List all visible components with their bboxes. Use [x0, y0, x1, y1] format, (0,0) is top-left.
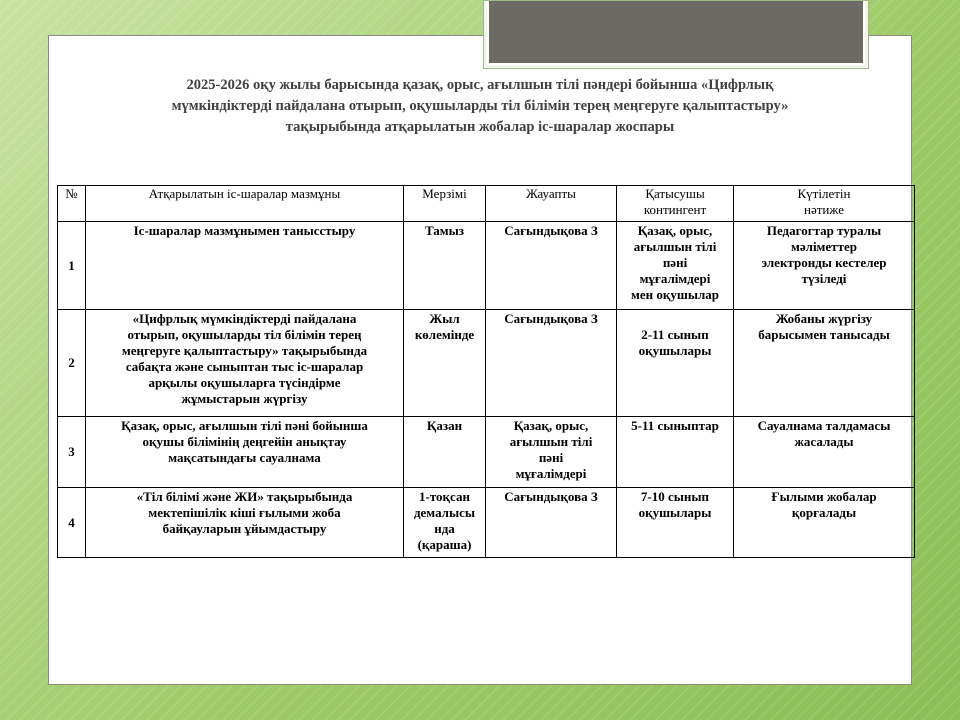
heading-line: 2025-2026 оқу жылы барысында қазақ, орыс, ағылшын тілі пәндері бойынша «Цифрлық [186, 77, 774, 93]
cell-line: Педагогтар туралы [766, 223, 882, 238]
cell-line: сабақта және сыныптан тыс іс-шаралар [125, 359, 364, 374]
cell-participants [617, 222, 734, 310]
cell-line: отырып, оқушыларды тіл білімін терең [127, 327, 362, 342]
cell-line: 1-тоқсан [419, 489, 470, 504]
cell-line: Сауалнама талдамасы [757, 418, 891, 433]
cell-line: Қазақ, орыс, [513, 418, 589, 433]
cell-line: демалысы [413, 505, 476, 520]
cell-line: байқауларын ұйымдастыру [162, 521, 327, 536]
cell-line: Ғылыми жобалар [771, 489, 877, 504]
cell-line: электронды кестелер [761, 255, 887, 270]
cell-line: меңгеруге қалыптастыру» тақырыбында [121, 343, 368, 358]
header-participants: Қатысушы контингент [617, 186, 734, 222]
table-row [58, 488, 915, 558]
header-responsible: Жауапты [486, 186, 617, 222]
cell-line: мақсатындағы сауалнама [168, 450, 321, 465]
heading-line: тақырыбында атқарылатын жобалар іс-шаралар жоспары [285, 119, 675, 135]
cell-line: жасалады [794, 434, 854, 449]
cell-line: Сағындықова З [504, 311, 598, 326]
activity-plan-table [57, 185, 915, 558]
cell-num: 2 [58, 310, 86, 417]
cell-line: Тамыз [424, 223, 465, 238]
cell-line: нда [434, 521, 455, 536]
cell-line: ағылшын тілі [509, 434, 593, 449]
cell-deadline [404, 417, 486, 488]
cell-line: Қазақ, орыс, [637, 223, 713, 238]
heading-line: мүмкіндіктерді пайдалана отырып, оқушыларды тіл білімін терең меңгеруге қалыптастыру» [171, 98, 789, 114]
header-deadline: Мерзімі [404, 186, 486, 222]
cell-participants [617, 488, 734, 558]
header-result: Күтілетін нәтиже [734, 186, 915, 222]
cell-line: мұғалімдері [639, 271, 711, 286]
table-row [58, 310, 915, 417]
cell-line: мектепішілік кіші ғылыми жоба [148, 505, 341, 520]
cell-line: «Цифрлық мүмкіндіктерді пайдалана [132, 311, 357, 326]
cell-line: 2-11 сынып [641, 327, 709, 342]
cell-line: мәліметтер [791, 239, 857, 254]
header-content: Атқарылатын іс-шаралар мазмұны [86, 186, 404, 222]
table-header-row [58, 186, 915, 222]
cell-responsible [486, 310, 617, 417]
cell-line: оқушылары [638, 343, 712, 358]
header-num: № [58, 186, 86, 222]
cell-content [86, 310, 404, 417]
plan-heading [60, 75, 900, 138]
cell-line: пәні [662, 255, 688, 270]
cell-num: 1 [58, 222, 86, 310]
cell-line: Іс-шаралар мазмұнымен танысстыру [133, 223, 356, 238]
cell-line: (қараша) [417, 537, 472, 552]
cell-line [619, 311, 731, 327]
cell-line: мен оқушылар [630, 287, 719, 302]
cell-num: 3 [58, 417, 86, 488]
cell-line: жұмыстарын жүргізу [181, 391, 308, 406]
cell-participants [617, 310, 734, 417]
title-placeholder [483, 0, 869, 69]
cell-line: оқушылары [638, 505, 712, 520]
table-row [58, 417, 915, 488]
cell-responsible [486, 417, 617, 488]
cell-line: 5-11 сыныптар [631, 418, 719, 433]
cell-result [734, 310, 915, 417]
cell-line: түзіледі [801, 271, 847, 286]
cell-content [86, 417, 404, 488]
cell-line: Сағындықова З [504, 489, 598, 504]
cell-result [734, 488, 915, 558]
cell-deadline [404, 222, 486, 310]
cell-line: Қазан [426, 418, 463, 433]
cell-deadline [404, 310, 486, 417]
table-row [58, 222, 915, 310]
cell-line: ағылшын тілі [633, 239, 717, 254]
cell-deadline [404, 488, 486, 558]
cell-line: «Тіл білімі және ЖИ» тақырыбында [136, 489, 353, 504]
cell-line: мұғалімдері [515, 466, 587, 481]
cell-result [734, 417, 915, 488]
cell-line: 7-10 сынып [640, 489, 710, 504]
cell-line: пәні [538, 450, 564, 465]
cell-result [734, 222, 915, 310]
title-placeholder-fill [487, 1, 865, 65]
cell-responsible [486, 222, 617, 310]
cell-participants [617, 417, 734, 488]
cell-line: оқушы білімінің деңгейін анықтау [142, 434, 347, 449]
cell-line: Жобаны жүргізу [775, 311, 873, 326]
cell-line: көлемінде [414, 327, 475, 342]
cell-line: арқылы оқушыларға түсіндірме [148, 375, 341, 390]
cell-num: 4 [58, 488, 86, 558]
cell-line: Қазақ, орыс, ағылшын тілі пәні бойынша [121, 418, 368, 433]
cell-responsible [486, 488, 617, 558]
cell-content [86, 488, 404, 558]
cell-content [86, 222, 404, 310]
cell-line: қорғалады [791, 505, 857, 520]
cell-line: Сағындықова З [504, 223, 598, 238]
cell-line: Жыл [429, 311, 460, 326]
cell-line: барысымен танысады [758, 327, 890, 342]
